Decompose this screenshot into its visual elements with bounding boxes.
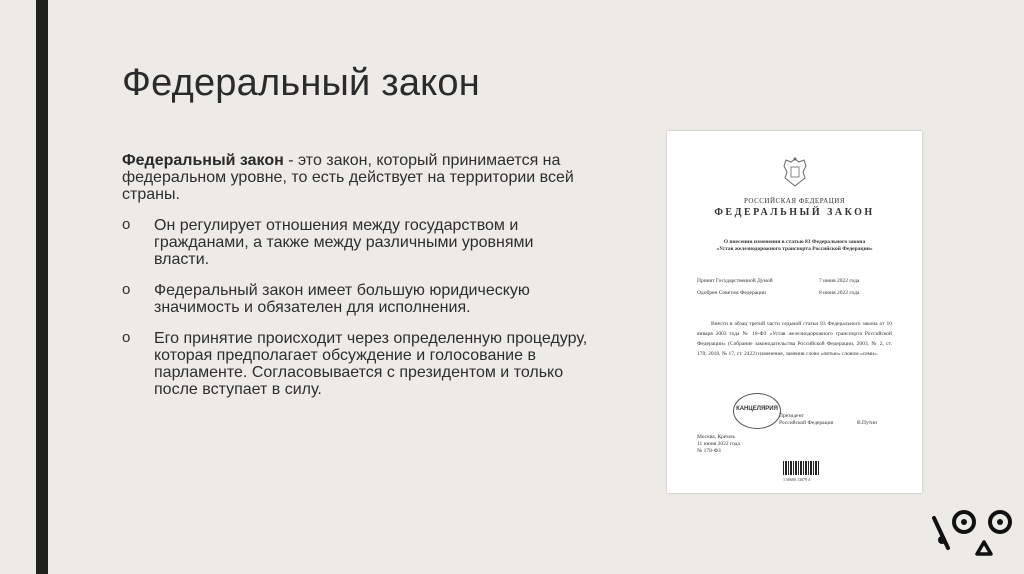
doc-footer [697, 434, 740, 455]
doc-signer-name: В.Путин [857, 420, 878, 426]
doc-signer-role-line: Российской Федерации [779, 420, 834, 426]
intro-definition: - это закон, который принимается на федеральном уровне, то есть действует на территории всей страны. [122, 152, 574, 203]
doc-adopted-label: Принят Государственной Думой [697, 278, 773, 284]
intro-term: Федеральный закон [122, 152, 284, 169]
list-item [122, 217, 592, 268]
coat-of-arms-icon [780, 156, 810, 188]
owl-face-logo-icon [928, 500, 1020, 560]
bullet-text: Федеральный закон имеет большую юридическую значимость и обязателен для исполнения. [154, 282, 530, 316]
slide-title: Федеральный закон [122, 62, 480, 104]
bullet-marker: o [122, 216, 131, 233]
bullet-marker: o [122, 329, 131, 346]
bullet-text: Его принятие происходит через определенную процедуру, которая предполагает обсуждение и голосование в парламенте. Согласовывается с президентом и только после вступает в силу. [154, 330, 588, 398]
doc-approved-date: 8 июня 2022 года [819, 290, 860, 296]
doc-approved-label: Одобрен Советом Федерации [697, 290, 766, 296]
list-item [122, 330, 592, 398]
law-document-image [667, 131, 922, 493]
doc-date: 11 июня 2022 года [697, 441, 740, 447]
doc-signer-role [779, 413, 833, 427]
doc-body: Внести в абзац третий части седьмой статьи 83 Федерального закона от 10 января 2003 года № 18-ФЗ «Устав железнодорожного транспорта Российской Федерации» (Собрание законодательства Российской Федерации, 2003, № 2, ст. 170; 2018, № 17, ст. 2422) изменение, заменив слово «пятью» словом «семи». [697, 321, 892, 357]
doc-subject [702, 239, 887, 253]
doc-country: РОССИЙСКАЯ ФЕДЕРАЦИЯ [743, 197, 846, 205]
left-accent-bar [36, 0, 48, 574]
doc-number: № 178-ФЗ [697, 448, 721, 454]
doc-subject-line: О внесении изменения в статью 83 Федерального закона [723, 239, 866, 245]
doc-place: Москва, Кремль [697, 434, 736, 440]
doc-subject-line: «Устав железнодорожного транспорта Российской Федерации» [716, 246, 873, 252]
doc-adopted-date: 7 июня 2022 года [819, 278, 860, 284]
slide-content [122, 152, 592, 412]
doc-signer-role-line: Президент [779, 413, 804, 419]
doc-stamp-text: КАНЦЕЛЯРИЯ [736, 406, 778, 412]
bullet-list [122, 217, 592, 398]
doc-barcode [783, 461, 819, 475]
bullet-text: Он регулирует отношения между государством и гражданами, а также между различными уровнями власти. [154, 217, 534, 268]
doc-stamp [733, 393, 781, 429]
intro-paragraph [122, 152, 592, 203]
doc-heading: ФЕДЕРАЛЬНЫЙ ЗАКОН [714, 207, 875, 218]
list-item [122, 282, 592, 316]
doc-barcode-number: 1 50600 13079 4 [783, 477, 810, 482]
bullet-marker: o [122, 281, 131, 298]
